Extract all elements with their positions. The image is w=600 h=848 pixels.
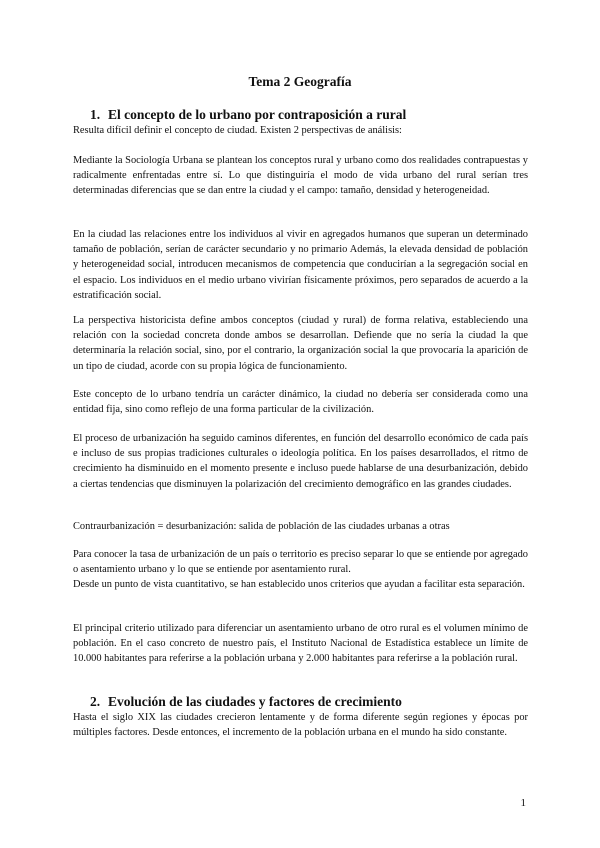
- section-2-title: Evolución de las ciudades y factores de crecimiento: [108, 694, 402, 709]
- paragraph-evolucion: Hasta el siglo XIX las ciudades crecieron lentamente y de forma diferente según regiones y épocas por múltiples factores. Desde entonces, el incremento de la población urbana en el mundo ha sido constante.: [73, 712, 528, 739]
- section-2-number: 2.: [90, 694, 101, 709]
- paragraph-intro: Resulta difícil definir el concepto de ciudad. Existen 2 perspectivas de análisis:: [73, 125, 402, 136]
- section-1-number: 1.: [90, 107, 101, 122]
- document-title: Tema 2 Geografía: [248, 74, 352, 89]
- paragraph-urbanizacion: El proceso de urbanización ha seguido caminos diferentes, en función del desarrollo económico de cada país e incluso de sus propias tradiciones culturales o ideología política. En los países desarrollados, el ritmo de crecimiento ha disminuido en el momento presente e incluso puede hablarse de una desurbanización, debido a ciertas tendencias que disminuyen la polarización del crecimiento demográfico en las grandes ciudades.: [73, 433, 528, 490]
- paragraph-dinamico: Este concepto de lo urbano tendría un carácter dinámico, la ciudad no debería ser considerada como una entidad fija, sino como reflejo de una forma particular de la civilización.: [73, 389, 528, 416]
- section-2-heading: [90, 694, 402, 710]
- page-number: 1: [520, 797, 526, 809]
- paragraph-sociologia: Mediante la Sociología Urbana se plantean los conceptos rural y urbano como dos realidades contrapuestas y radicalmente enfrentadas entre sí. Lo que distinguiría el modo de vida urbano del rural serían tres determinadas diferencias que se dan entre la ciudad y el campo: tamaño, densidad y heterogeneidad.: [73, 155, 528, 197]
- paragraph-historicista: La perspectiva historicista define ambos conceptos (ciudad y rural) de forma relativa, estableciendo una relación con la sociedad concreta donde ambos se desarrollan. Defiende que no sería la ciudad la que determinaría la relación social, sino, por el contrario, la organización social la que provocaría la aparición de un tipo de ciudad, acorde con su propia lógica de funcionamiento.: [73, 315, 528, 372]
- paragraph-relaciones: En la ciudad las relaciones entre los individuos al vivir en agregados humanos que superan un determinado tamaño de población, serían de carácter secundario y no primario Además, la elevada densidad de población y heterogeneidad social, introducen mecanismos de competencia que conducirían a la segregación social en el espacio. Los individuos en el medio urbano vivirían físicamente próximos, pero separados de acuerdo a la estratificación social.: [73, 229, 528, 301]
- section-1-title: El concepto de lo urbano por contraposición a rural: [108, 107, 407, 122]
- paragraph-tasa: Para conocer la tasa de urbanización de un país o territorio es preciso separar lo que se entiende por agregado o asentamiento urbano y lo que se entiende por asentamiento rural.: [73, 549, 528, 576]
- paragraph-contraurbanizacion: Contraurbanización = desurbanización: salida de población de las ciudades urbanas a otras: [73, 521, 450, 532]
- paragraph-criterio: El principal criterio utilizado para diferenciar un asentamiento urbano de otro rural es el volumen mínimo de población. En el caso concreto de nuestro país, el Instituto Nacional de Estadística establece un límite de 10.000 habitantes para referirse a la población urbana y 2.000 habitantes para referirse a la población rural.: [73, 623, 528, 665]
- paragraph-cuantitativo: Desde un punto de vista cuantitativo, se han establecido unos criterios que ayudan a facilitar esta separación.: [73, 579, 525, 590]
- section-1-heading: [90, 107, 406, 123]
